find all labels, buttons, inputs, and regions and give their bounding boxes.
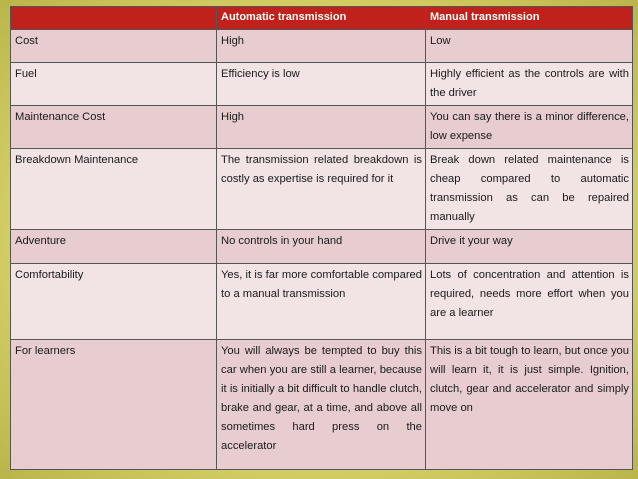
row-label: Maintenance Cost [11, 106, 217, 149]
manual-cell: Break down related maintenance is cheap compared to automatic transmission as can be repaired manually [426, 149, 633, 230]
manual-cell: Low [426, 30, 633, 63]
row-label: Breakdown Maintenance [11, 149, 217, 230]
row-label: Comfortability [11, 264, 217, 340]
row-label: For learners [11, 340, 217, 470]
table-row [11, 340, 633, 470]
manual-cell: Lots of concentration and attention is required, needs more effort when you are a learner [426, 264, 633, 340]
manual-cell: Highly efficient as the controls are with the driver [426, 63, 633, 106]
table-row [11, 149, 633, 230]
manual-cell: This is a bit tough to learn, but once you will learn it, it is just simple. Ignition, clutch, gear and accelerator and simply move on [426, 340, 633, 470]
table-row [11, 264, 633, 340]
header-cell-manual: Manual transmission [426, 7, 633, 30]
automatic-cell: High [217, 106, 426, 149]
manual-cell: You can say there is a minor difference, low expense [426, 106, 633, 149]
comparison-table-frame [10, 6, 632, 470]
automatic-cell: You will always be tempted to buy this car when you are still a learner, because it is initially a bit difficult to handle clutch, brake and gear, at a time, and above all sometimes hard press on the accelerator [217, 340, 426, 470]
automatic-cell: The transmission related breakdown is costly as expertise is required for it [217, 149, 426, 230]
row-label: Fuel [11, 63, 217, 106]
automatic-cell: Efficiency is low [217, 63, 426, 106]
table-row [11, 30, 633, 63]
manual-cell: Drive it your way [426, 230, 633, 264]
automatic-cell: High [217, 30, 426, 63]
automatic-cell: No controls in your hand [217, 230, 426, 264]
row-label: Adventure [11, 230, 217, 264]
row-label: Cost [11, 30, 217, 63]
table-row [11, 106, 633, 149]
header-cell-empty [11, 7, 217, 30]
header-row [11, 7, 633, 30]
header-cell-automatic: Automatic transmission [217, 7, 426, 30]
automatic-cell: Yes, it is far more comfortable compared to a manual transmission [217, 264, 426, 340]
table-row [11, 63, 633, 106]
table-row [11, 230, 633, 264]
comparison-table [10, 6, 633, 470]
